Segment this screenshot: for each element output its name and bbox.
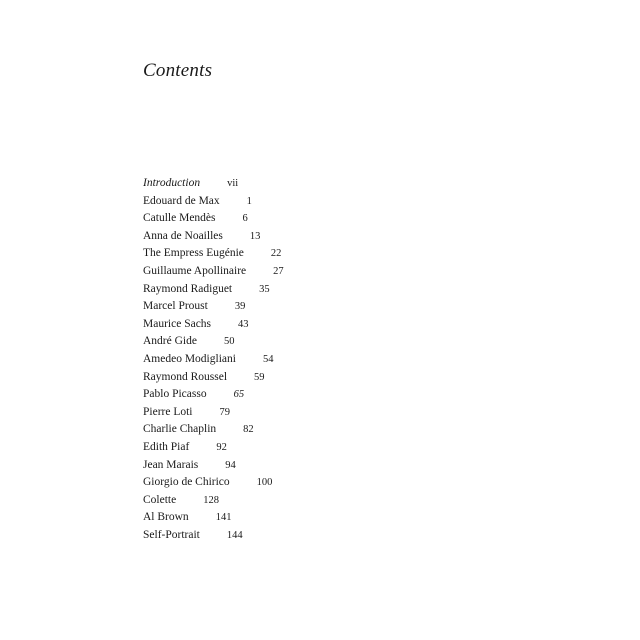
- toc-entry: [143, 333, 343, 351]
- toc-entry-page: 6: [242, 213, 248, 225]
- toc-entry-label: The Empress Eugénie: [143, 247, 244, 260]
- toc-entry-label: Charlie Chaplin: [143, 423, 217, 436]
- toc-entry: [143, 527, 343, 545]
- toc-entry-page: 13: [249, 230, 261, 242]
- toc-entry: [143, 316, 343, 334]
- toc-entry: [143, 228, 343, 246]
- toc-entry: [143, 474, 343, 492]
- toc-entry-label: Catulle Mendès: [143, 212, 216, 225]
- toc-entry-label: Marcel Proust: [143, 300, 208, 313]
- toc-entry-page: 100: [256, 477, 273, 489]
- toc-entry: [143, 509, 343, 527]
- toc-entry-label: Colette: [143, 493, 177, 506]
- table-of-contents: [143, 175, 343, 544]
- toc-entry: [143, 351, 343, 369]
- toc-entry-page: 144: [226, 529, 243, 541]
- toc-entry-label: Pablo Picasso: [143, 388, 207, 401]
- toc-entry-page: vii: [227, 178, 239, 189]
- toc-entry-page: 65: [233, 389, 245, 401]
- toc-entry: [143, 404, 343, 422]
- toc-entry-page: 54: [262, 353, 274, 365]
- toc-entry: [143, 210, 343, 228]
- toc-entry-page: 92: [216, 441, 227, 453]
- toc-entry-label: Jean Marais: [143, 458, 199, 471]
- toc-entry: [143, 193, 343, 211]
- toc-entry-label: Anna de Noailles: [143, 229, 223, 242]
- toc-entry: [143, 245, 343, 263]
- toc-entry-label: Amedeo Modigliani: [143, 352, 236, 365]
- toc-entry-page: 39: [234, 301, 246, 313]
- toc-entry-label: Raymond Radiguet: [143, 282, 233, 295]
- toc-entry-page: 35: [259, 283, 270, 295]
- toc-entry-label: Al Brown: [143, 511, 189, 524]
- toc-entry-page: 22: [270, 248, 282, 260]
- toc-entry-page: 82: [243, 424, 254, 436]
- toc-entry-page: 43: [238, 318, 249, 330]
- toc-entry-label: Raymond Roussel: [143, 370, 228, 383]
- toc-entry-label: Giorgio de Chirico: [143, 476, 230, 489]
- toc-entry-label: Guillaume Apollinaire: [143, 264, 247, 277]
- page-title: Contents: [143, 60, 213, 81]
- toc-entry-page: 1: [246, 195, 252, 207]
- toc-entry: [143, 386, 343, 404]
- toc-entry-label: Pierre Loti: [143, 405, 193, 418]
- toc-entry-label: André Gide: [143, 335, 197, 348]
- toc-entry: [143, 263, 343, 281]
- toc-entry-label: Introduction: [143, 177, 201, 189]
- toc-entry-page: 128: [203, 494, 219, 506]
- toc-entry-page: 94: [225, 459, 236, 471]
- toc-entry-label: Self-Portrait: [143, 528, 200, 541]
- toc-entry: [143, 369, 343, 387]
- toc-entry: [143, 298, 343, 316]
- toc-entry-page: 59: [254, 371, 265, 383]
- toc-entry-label: Edith Piaf: [143, 440, 190, 453]
- toc-entry: [143, 175, 343, 193]
- toc-entry-page: 141: [215, 512, 232, 524]
- toc-entry-page: 79: [219, 406, 230, 418]
- toc-entry: [143, 492, 343, 510]
- toc-entry-page: 27: [273, 265, 284, 277]
- toc-entry: [143, 421, 343, 439]
- toc-entry: [143, 457, 343, 475]
- toc-entry-label: Edouard de Max: [143, 194, 220, 207]
- toc-entry: [143, 439, 343, 457]
- toc-entry: [143, 281, 343, 299]
- toc-entry-label: Maurice Sachs: [143, 317, 212, 330]
- toc-entry-page: 50: [223, 336, 235, 348]
